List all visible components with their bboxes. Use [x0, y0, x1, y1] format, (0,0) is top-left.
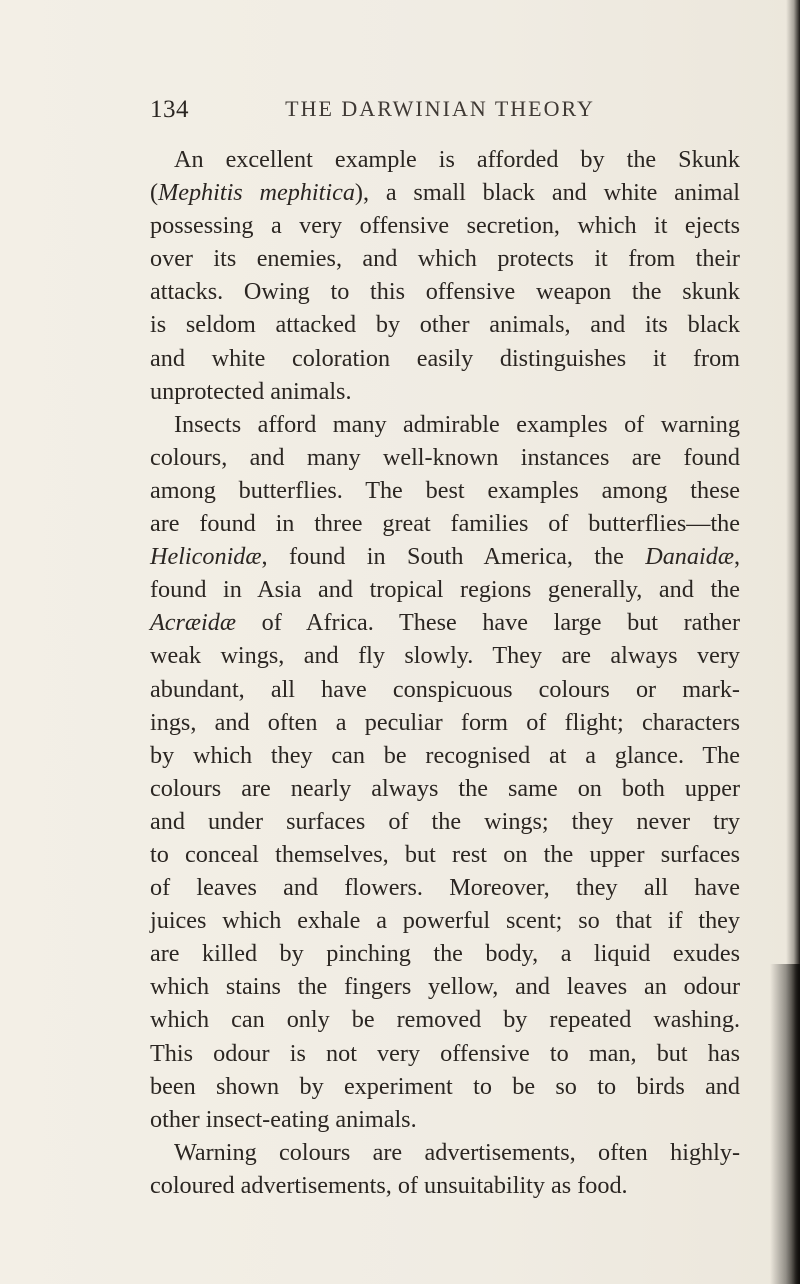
text-segment: found in Asia and tropical regions generally, and the [150, 576, 740, 604]
text-segment: coloured advertisements, of unsuitability as food. [150, 1171, 628, 1199]
text-segment: attacks. Owing to this offensive weapon the skunk [150, 278, 740, 306]
text-segment: other insect-eating animals. [150, 1105, 417, 1133]
page-number: 134 [150, 96, 189, 123]
text-segment: is seldom attacked by other animals, and its black [150, 311, 740, 339]
italic-text: Danaidæ [645, 543, 734, 571]
text-segment: , found in South America, the [261, 543, 646, 571]
text-line [150, 474, 740, 507]
text-line [150, 143, 740, 176]
text-line [150, 805, 740, 838]
text-line [150, 904, 740, 937]
text-segment: among butterflies. The best examples among these [150, 476, 740, 504]
text-line [150, 408, 740, 441]
text-segment: been shown by experiment to be so to birds and [150, 1072, 740, 1100]
text-line [150, 937, 740, 970]
text-segment: are found in three great families of butterflies—the [150, 510, 740, 538]
text-line [150, 441, 740, 474]
text-line [150, 1070, 740, 1103]
text-segment: abundant, all have conspicuous colours or mark- [150, 675, 740, 703]
text-line [150, 176, 740, 209]
text-segment: Insects afford many admirable examples of warning [174, 410, 740, 438]
text-segment: by which they can be recognised at a glance. The [150, 741, 740, 769]
text-line [150, 639, 740, 672]
text-segment: possessing a very offensive secretion, which it ejects [150, 212, 740, 240]
text-segment: are killed by pinching the body, a liquid exudes [150, 940, 740, 968]
text-segment: unprotected animals. [150, 377, 352, 405]
text-segment: juices which exhale a powerful scent; so that if they [150, 907, 740, 935]
text-line [150, 970, 740, 1003]
text-line [150, 342, 740, 375]
text-line [150, 1136, 740, 1169]
text-line [150, 739, 740, 772]
text-line [150, 507, 740, 540]
text-segment: to conceal themselves, but rest on the upper surfaces [150, 840, 740, 868]
running-head [150, 96, 730, 126]
italic-text: Mephitis mephitica [158, 179, 355, 207]
text-line [150, 772, 740, 805]
italic-text: Heliconidæ [150, 543, 262, 571]
text-segment: ( [150, 179, 159, 207]
text-line [150, 540, 740, 573]
text-segment: Warning colours are advertisements, often highly- [174, 1138, 740, 1166]
text-line [150, 308, 740, 341]
italic-text: Acræidæ [150, 609, 237, 637]
body-text [150, 143, 740, 1202]
text-line [150, 1169, 740, 1202]
text-line [150, 375, 740, 408]
text-line [150, 1037, 740, 1070]
text-segment: which stains the fingers yellow, and leaves an odour [150, 973, 740, 1001]
text-line [150, 242, 740, 275]
text-segment: , [733, 543, 740, 571]
text-segment: An excellent example is afforded by the Skunk [174, 146, 740, 173]
text-segment: ings, and often a peculiar form of flight; characters [150, 708, 740, 736]
page-edge-shadow-bottom [770, 964, 800, 1284]
text-segment: of leaves and flowers. Moreover, they all have [150, 874, 740, 902]
text-segment: of Africa. These have large but rather [236, 609, 740, 637]
text-line [150, 275, 740, 308]
text-line [150, 606, 740, 639]
text-line [150, 673, 740, 706]
text-segment: colours, and many well-known instances are found [150, 443, 740, 471]
text-line [150, 1103, 740, 1136]
text-segment: over its enemies, and which protects it from their [150, 245, 740, 273]
text-line [150, 1003, 740, 1036]
text-line [150, 706, 740, 739]
running-title: THE DARWINIAN THEORY [285, 96, 595, 121]
text-line [150, 209, 740, 242]
text-segment: This odour is not very offensive to man, but has [150, 1039, 740, 1067]
text-line [150, 871, 740, 904]
text-segment: and white coloration easily distinguishes it from [150, 344, 740, 372]
text-segment: and under surfaces of the wings; they never try [150, 807, 740, 835]
text-line [150, 838, 740, 871]
text-segment: colours are nearly always the same on both upper [150, 774, 740, 802]
text-segment: which can only be removed by repeated washing. [150, 1006, 740, 1034]
text-line [150, 573, 740, 606]
text-segment: weak wings, and fly slowly. They are always very [150, 642, 740, 670]
text-segment: ), a small black and white animal [354, 179, 740, 207]
